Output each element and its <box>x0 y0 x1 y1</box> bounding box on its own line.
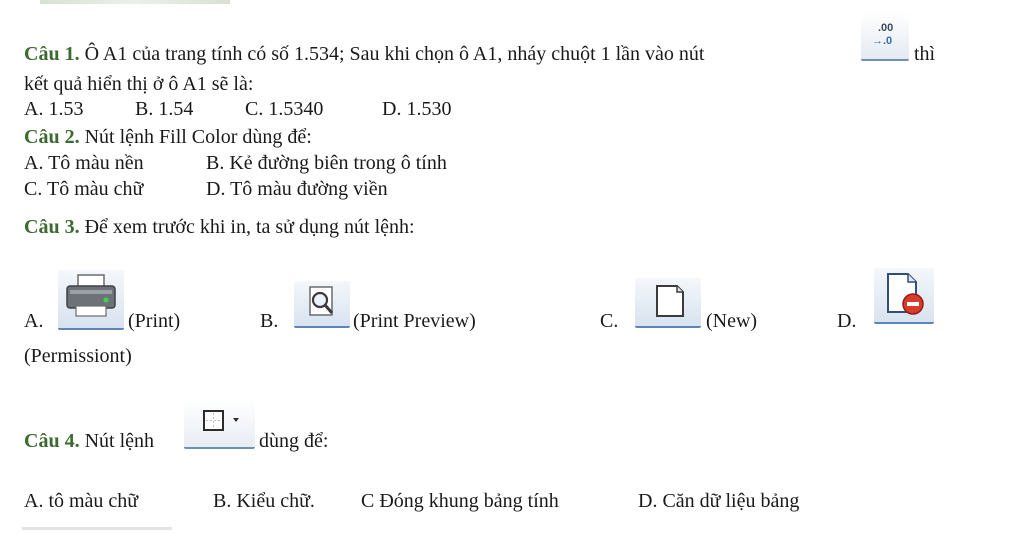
question-1-label: Câu 1. <box>24 43 80 65</box>
q2-option-c: C. Tô màu chữ <box>24 178 144 200</box>
question-2-text: Nút lệnh Fill Color dùng để: <box>84 126 312 148</box>
question-2 <box>24 126 312 149</box>
q3-option-a-letter: A. <box>24 310 44 332</box>
q2-option-d: D. Tô màu đường viền <box>206 178 388 200</box>
top-cropped-text <box>40 0 230 4</box>
q3-option-c-letter: C. <box>600 310 619 332</box>
q1-option-c: C. 1.5340 <box>245 98 324 120</box>
q3-option-c-caption: (New) <box>706 310 758 332</box>
question-2-label: Câu 2. <box>24 126 80 148</box>
q3-option-b-letter: B. <box>260 310 279 332</box>
bottom-cropped-text <box>22 527 172 530</box>
q1-option-b: B. 1.54 <box>135 98 194 120</box>
chevron-down-icon <box>233 418 239 422</box>
q4-option-b: B. Kiểu chữ. <box>213 490 315 512</box>
q4-option-c: C Đóng khung bảng tính <box>361 490 559 512</box>
question-4 <box>24 430 154 453</box>
svg-text:→.0: →.0 <box>872 35 893 47</box>
new-document-icon[interactable] <box>635 278 701 328</box>
question-1 <box>24 43 705 66</box>
q4-option-a: A. tô màu chữ <box>24 490 139 512</box>
question-3 <box>24 216 415 239</box>
printer-icon[interactable] <box>58 270 124 330</box>
question-1-text: Ô A1 của trang tính có số 1.534; Sau khi chọn ô A1, nháy chuột 1 lần vào nút <box>84 43 705 65</box>
question-4-label: Câu 4. <box>24 430 80 452</box>
q4-option-d: D. Căn dữ liệu bảng <box>638 490 800 512</box>
q1-option-d: D. 1.530 <box>382 98 452 120</box>
increase-decimal-icon[interactable] <box>861 12 909 61</box>
q3-option-d-letter: D. <box>837 310 857 332</box>
question-1-line-2: kết quả hiển thị ở ô A1 sẽ là: <box>24 73 254 95</box>
q3-option-a-caption: (Print) <box>128 310 181 332</box>
question-3-label: Câu 3. <box>24 216 80 238</box>
q2-option-b: B. Kẻ đường biên trong ô tính <box>206 152 447 174</box>
q2-option-a: A. Tô màu nền <box>24 152 144 174</box>
permission-icon[interactable] <box>874 268 934 324</box>
borders-dropdown-icon[interactable] <box>184 399 255 449</box>
question-3-text: Để xem trước khi in, ta sử dụng nút lệnh: <box>84 216 415 238</box>
q1-option-a: A. 1.53 <box>24 98 84 120</box>
question-4-text: Nút lệnh <box>84 430 155 452</box>
print-preview-icon[interactable] <box>294 281 350 328</box>
question-1-after-icon: thì <box>914 43 936 65</box>
q3-option-b-caption: (Print Preview) <box>353 310 476 332</box>
q3-option-d-caption: (Permissiont) <box>24 345 132 367</box>
svg-text:.00: .00 <box>878 22 894 34</box>
question-4-after-icon: dùng để: <box>259 430 329 452</box>
